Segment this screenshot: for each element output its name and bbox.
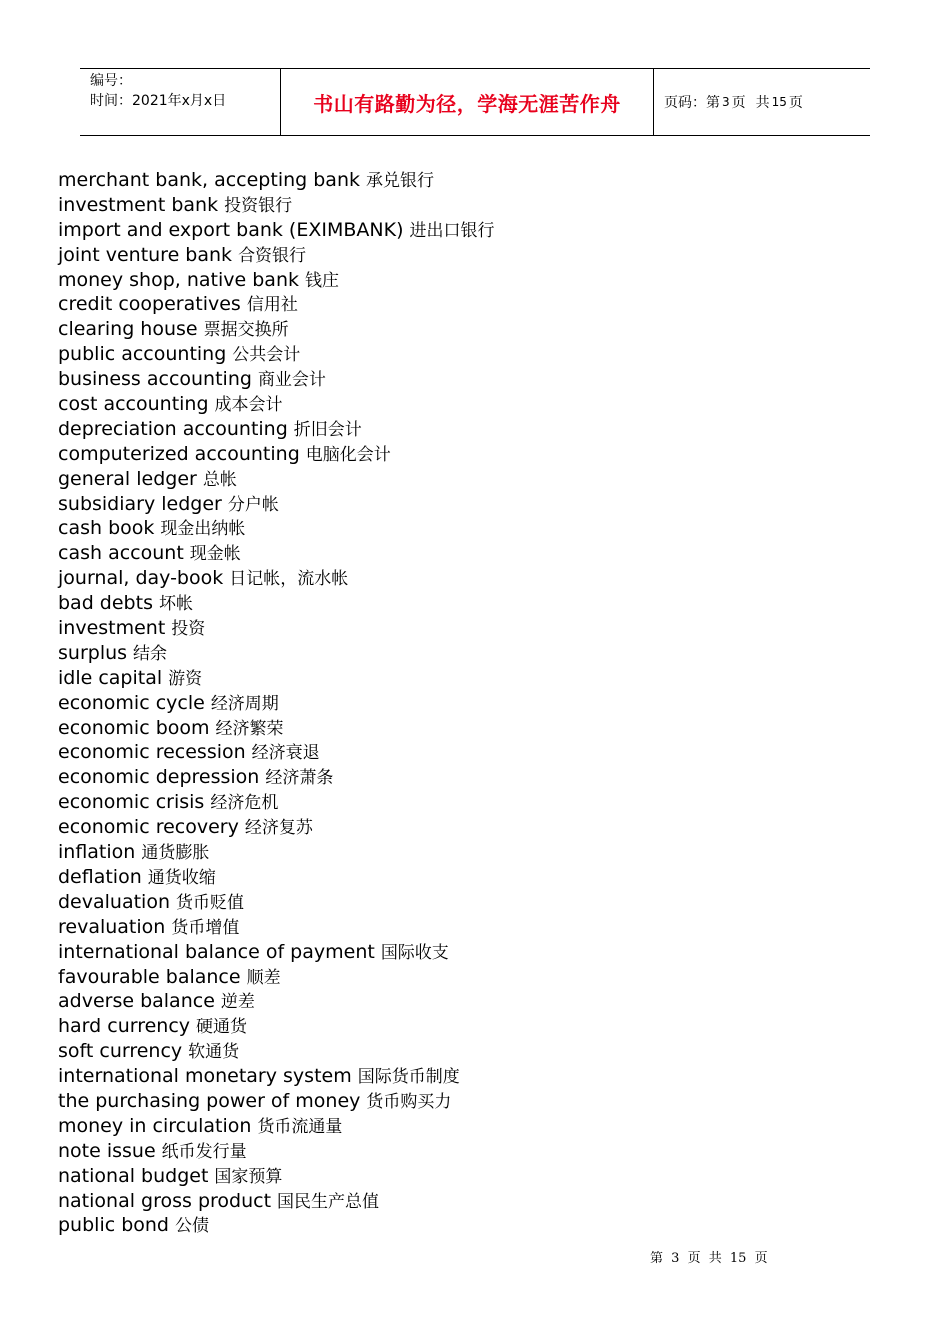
glossary-item (58, 243, 494, 268)
glossary-item (58, 765, 494, 790)
glossary-list (58, 168, 494, 1238)
page-unit: 页 (731, 95, 746, 111)
glossary-item (58, 1114, 494, 1139)
footer-current: 3 (671, 1251, 680, 1266)
term-english: cash book (58, 517, 155, 540)
term-english: international balance of payment (58, 940, 375, 963)
term-english: business accounting (58, 368, 252, 391)
term-chinese: 投资银行 (224, 195, 293, 216)
term-chinese: 总帐 (202, 469, 237, 490)
term-english: cost accounting (58, 393, 209, 416)
term-english: investment (58, 617, 166, 640)
term-chinese: 成本会计 (214, 395, 283, 416)
term-english: investment bank (58, 193, 219, 216)
term-chinese: 经济周期 (210, 693, 279, 714)
term-chinese: 投资 (171, 619, 206, 640)
term-english: national budget (58, 1164, 209, 1187)
glossary-item (58, 1139, 494, 1164)
term-chinese: 国家预算 (214, 1166, 283, 1187)
term-chinese: 经济繁荣 (215, 718, 284, 739)
total-unit: 页 (788, 95, 803, 111)
term-chinese: 日记帐，流水帐 (229, 569, 349, 590)
term-english: journal, day-book (58, 567, 224, 590)
term-chinese: 逆差 (220, 992, 255, 1013)
glossary-item (58, 417, 494, 442)
term-chinese: 票据交换所 (203, 320, 289, 341)
term-chinese: 经济衰退 (251, 743, 320, 764)
glossary-item (58, 1089, 494, 1114)
term-english: the purchasing power of money (58, 1089, 361, 1112)
glossary-item (58, 865, 494, 890)
glossary-item (58, 666, 494, 691)
term-english: economic recession (58, 741, 246, 764)
total-label: 共 (755, 95, 770, 111)
footer-total-prefix: 共 (708, 1251, 722, 1266)
term-english: public bond (58, 1214, 169, 1237)
term-chinese: 通货膨胀 (141, 843, 210, 864)
glossary-item (58, 716, 494, 741)
term-chinese: 商业会计 (257, 370, 326, 391)
glossary-item (58, 342, 494, 367)
term-english: international monetary system (58, 1065, 352, 1088)
glossary-item (58, 1039, 494, 1064)
term-chinese: 国民生产总值 (277, 1191, 380, 1212)
term-english: devaluation (58, 890, 170, 913)
glossary-item (58, 516, 494, 541)
term-english: note issue (58, 1139, 156, 1162)
term-english: adverse balance (58, 990, 215, 1013)
header-meta (80, 69, 281, 135)
term-chinese: 游资 (168, 668, 203, 689)
page-header (80, 68, 870, 136)
glossary-item (58, 367, 494, 392)
term-english: merchant bank, accepting bank (58, 169, 360, 191)
term-chinese: 坏帐 (158, 594, 193, 615)
glossary-item (58, 1189, 494, 1214)
term-english: national gross product (58, 1189, 272, 1212)
term-chinese: 钱庄 (305, 270, 339, 291)
term-chinese: 顺差 (246, 967, 281, 988)
page-footer (650, 1247, 772, 1266)
document-time: 时间：2021年x月x日 (90, 93, 227, 109)
term-english: public accounting (58, 343, 227, 366)
term-english: revaluation (58, 915, 166, 938)
glossary-item (58, 840, 494, 865)
term-english: cash account (58, 542, 184, 565)
term-chinese: 硬通货 (196, 1017, 248, 1038)
term-chinese: 承兑银行 (366, 171, 434, 191)
term-chinese: 软通货 (188, 1042, 240, 1063)
page-current: 3 (722, 95, 730, 109)
term-english: general ledger (58, 467, 197, 490)
footer-total: 15 (729, 1251, 747, 1266)
glossary-item (58, 268, 494, 293)
term-chinese: 公共会计 (232, 345, 301, 366)
header-motto: 书山有路勤为径，学海无涯苦作舟 (281, 69, 654, 135)
term-english: soft currency (58, 1040, 183, 1063)
term-english: clearing house (58, 318, 198, 341)
term-chinese: 国际收支 (380, 942, 449, 963)
glossary-item (58, 392, 494, 417)
glossary-item (58, 292, 494, 317)
document-number-label: 编号： (90, 73, 132, 89)
glossary-item (58, 1064, 494, 1089)
term-english: surplus (58, 641, 128, 664)
term-english: credit cooperatives (58, 293, 241, 316)
term-chinese: 公债 (175, 1216, 209, 1237)
glossary-item (58, 467, 494, 492)
term-english: import and export bank (EXIMBANK) (58, 218, 404, 241)
term-chinese: 经济萧条 (265, 768, 334, 789)
header-page-info (654, 69, 870, 135)
term-chinese: 折旧会计 (293, 419, 362, 440)
footer-unit1: 页 (687, 1251, 701, 1266)
term-english: economic cycle (58, 691, 205, 714)
term-chinese: 电脑化会计 (305, 444, 391, 465)
glossary-item (58, 317, 494, 342)
term-chinese: 结余 (133, 643, 168, 664)
term-chinese: 纸币发行量 (161, 1141, 247, 1162)
term-chinese: 国际货币制度 (357, 1067, 460, 1088)
term-chinese: 现金出纳帐 (160, 519, 246, 540)
glossary-item (58, 1164, 494, 1189)
glossary-item (58, 890, 494, 915)
glossary-item (58, 915, 494, 940)
term-english: economic crisis (58, 791, 205, 814)
glossary-item (58, 815, 494, 840)
term-chinese: 经济危机 (210, 793, 279, 814)
term-english: bad debts (58, 592, 153, 615)
term-english: favourable balance (58, 965, 241, 988)
page-total: 15 (771, 95, 787, 109)
footer-unit2: 页 (754, 1251, 768, 1266)
term-english: joint venture bank (58, 243, 233, 266)
term-chinese: 分户帐 (227, 494, 279, 515)
page-label: 页码：第 (664, 95, 720, 111)
glossary-item (58, 168, 494, 193)
term-chinese: 通货收缩 (147, 867, 216, 888)
glossary-item (58, 940, 494, 965)
term-english: computerized accounting (58, 442, 300, 465)
term-chinese: 货币贬值 (176, 892, 244, 913)
term-english: idle capital (58, 666, 163, 689)
glossary-item (58, 740, 494, 765)
glossary-item (58, 218, 494, 243)
glossary-item (58, 616, 494, 641)
term-english: inflation (58, 841, 136, 864)
footer-prefix: 第 (650, 1251, 664, 1266)
term-english: economic boom (58, 716, 210, 739)
term-chinese: 经济复苏 (244, 818, 313, 839)
term-english: economic recovery (58, 816, 239, 839)
glossary-item (58, 1014, 494, 1039)
term-chinese: 货币流通量 (257, 1116, 343, 1137)
glossary-item (58, 492, 494, 517)
glossary-item (58, 989, 494, 1014)
glossary-item (58, 641, 494, 666)
glossary-item (58, 566, 494, 591)
glossary-item (58, 790, 494, 815)
term-english: money shop, native bank (58, 268, 299, 291)
term-english: economic depression (58, 766, 260, 789)
glossary-item (58, 541, 494, 566)
term-chinese: 进出口银行 (409, 220, 495, 241)
glossary-item (58, 1213, 494, 1238)
term-chinese: 信用社 (246, 295, 298, 316)
glossary-item (58, 965, 494, 990)
glossary-item (58, 442, 494, 467)
term-english: money in circulation (58, 1114, 252, 1137)
term-english: subsidiary ledger (58, 492, 222, 515)
glossary-item (58, 591, 494, 616)
term-chinese: 现金帐 (189, 544, 241, 565)
term-english: depreciation accounting (58, 417, 288, 440)
term-chinese: 货币购买力 (366, 1091, 452, 1112)
glossary-item (58, 691, 494, 716)
term-chinese: 货币增值 (171, 917, 240, 938)
glossary-item (58, 193, 494, 218)
term-chinese: 合资银行 (238, 245, 307, 266)
term-english: deflation (58, 865, 142, 888)
term-english: hard currency (58, 1015, 191, 1038)
